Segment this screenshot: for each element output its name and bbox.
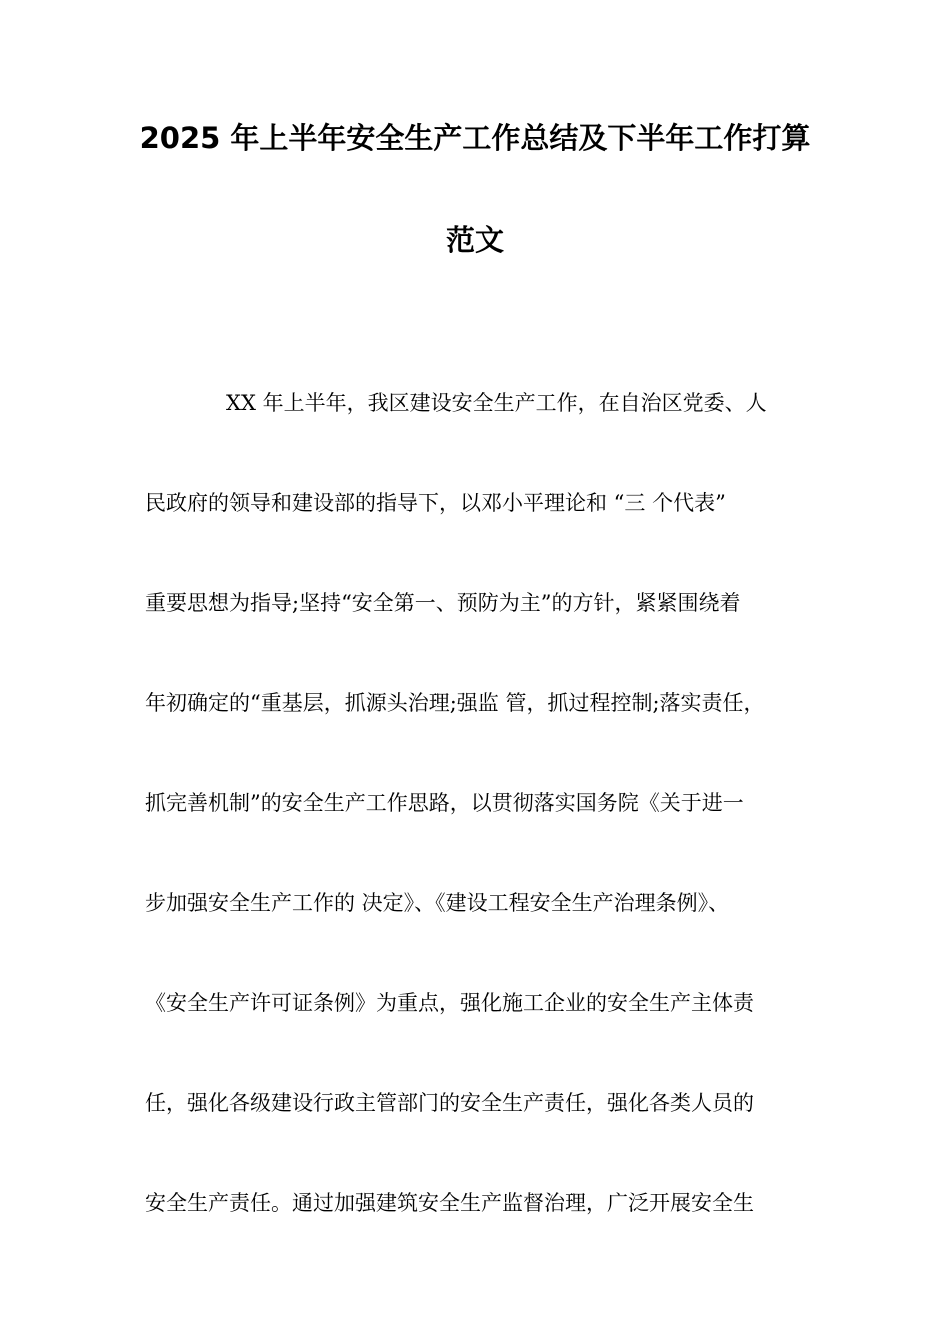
body-text-line-1: XX 年上半年，我区建设安全生产工作，在自治区党委、人 — [226, 391, 767, 415]
body-text-line-5: 抓完善机制”的安全生产工作思路，以贯彻落实国务院《关于进一 — [145, 791, 744, 815]
body-text-line-8: 任，强化各级建设行政主管部门的安全生产责任，强化各类人员的 — [145, 1091, 754, 1115]
body-text-line-7: 《安全生产许可证条例》为重点，强化施工企业的安全生产主体责 — [145, 991, 754, 1015]
body-text-line-6: 步加强安全生产工作的 决定》、《建设工程安全生产治理条例》、 — [145, 891, 730, 915]
body-text-line-9: 安全生产责任。通过加强建筑安全生产监督治理，广泛开展安全生 — [145, 1191, 754, 1215]
document-title-line-2: 范文 — [445, 223, 504, 257]
document-title-line-1: 2025 年上半年安全生产工作总结及下半年工作打算 — [139, 121, 811, 155]
body-text-line-3: 重要思想为指导;坚持“安全第一、预防为主”的方针，紧紧围绕着 — [145, 591, 741, 615]
body-text-line-4: 年初确定的“重基层，抓源头治理;强监 管，抓过程控制;落实责任， — [145, 691, 765, 715]
body-text-line-2: 民政府的领导和建设部的指导下，以邓小平理论和 “三 个代表” — [145, 491, 726, 515]
